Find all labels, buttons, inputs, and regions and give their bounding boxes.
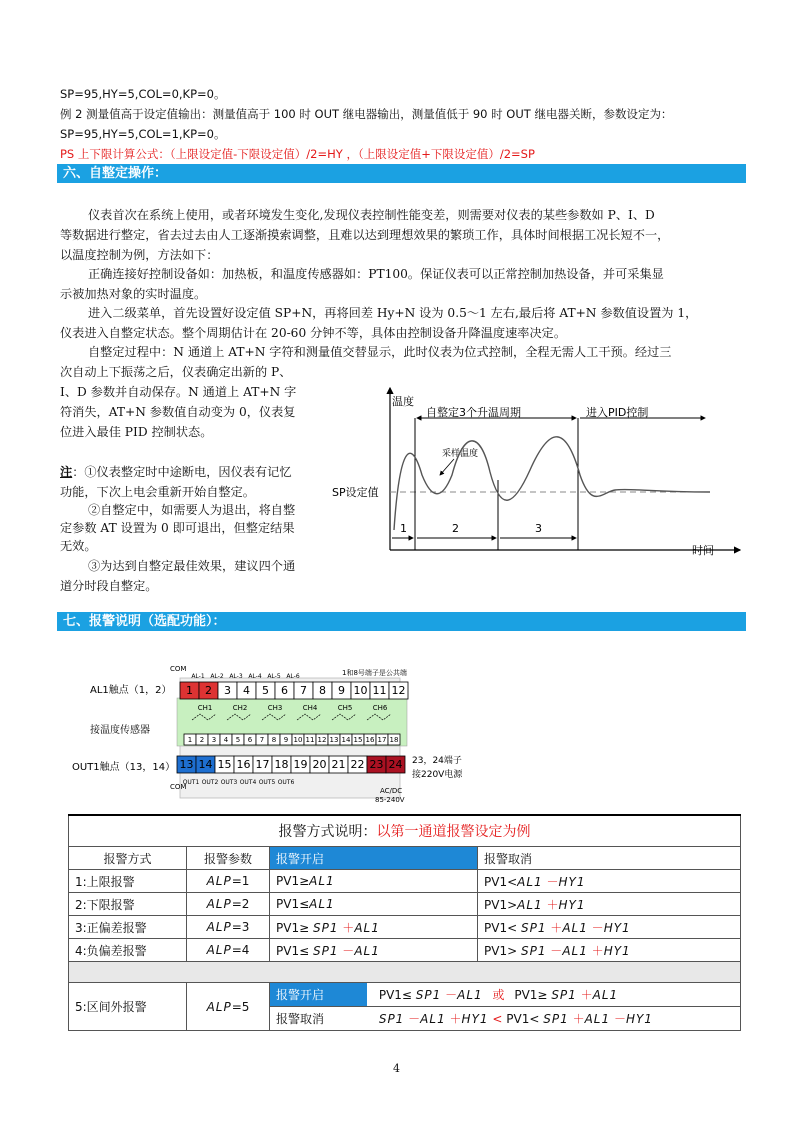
ch-tag: CH2 <box>232 704 248 712</box>
terminal-top: 6 <box>281 684 288 698</box>
terminal-bottom: 19 <box>293 758 308 772</box>
terminal-top: 11 <box>372 684 387 698</box>
out-tag: OUT6 <box>277 779 295 786</box>
intro-line-3: SP=95,HY=5,COL=1,KP=0。 <box>60 127 226 141</box>
terminal-sensor: 8 <box>271 735 277 744</box>
ch-tag: CH6 <box>372 704 388 712</box>
terminal-bottom: 14 <box>198 758 213 772</box>
terminal-top: 3 <box>224 684 231 698</box>
al-tag: AL-2 <box>210 673 224 680</box>
page-number: 4 <box>393 1062 400 1075</box>
terminal-top: 10 <box>353 684 368 698</box>
terminal-bottom: 24 <box>388 758 403 772</box>
out-tag: OUT2 <box>201 779 219 786</box>
table-row <box>69 983 741 1007</box>
s6-p3b: 仪表进入自整定状态。整个周期估计在 20-60 分钟不等，具体由控制设备升降温度速率决定。 <box>60 326 567 340</box>
note-1b: 功能，下次上电会重新开始自整定。 <box>60 485 255 499</box>
out-tag: OUT5 <box>258 779 276 786</box>
phase2-label: 进入PID控制 <box>586 406 649 419</box>
r2-mode: 2:下限报警 <box>69 893 187 916</box>
table-row <box>69 870 741 893</box>
sample-pointer <box>440 459 454 475</box>
s6-p1b: 等数据进行整定，省去过去由人工逐渐摸索调整，且难以达到理想效果的繁琐工作，具体时间根据工况长短不一， <box>60 228 670 242</box>
s6-p4c: I、D 参数并自动保存。N 通道上 AT+N 字 <box>60 385 297 399</box>
intro-line-2: 例 2 测量值高于设定值输出：测量值高于 100 时 OUT 继电器输出，测量值低于 90 时 OUT 继电器关断，参数设定为： <box>60 107 673 121</box>
ch-tag: CH1 <box>197 704 213 712</box>
section-7-title: 七、报警说明（选配功能）： <box>57 612 746 631</box>
note-2b: 定参数 AT 设置为 0 即可退出，但整定结果 <box>60 521 295 535</box>
terminal-sensor: 10 <box>293 735 303 744</box>
r4-on: PV1≤ SP1 －AL1 <box>270 939 478 962</box>
s6-p2b: 示被加热对象的实时温度。 <box>60 287 207 301</box>
ch-tag: CH5 <box>337 704 353 712</box>
wiring-diagram <box>70 658 510 808</box>
al-tag: AL-6 <box>286 673 300 680</box>
note-3a: ③为达到自整定最佳效果，建议四个通 <box>88 559 296 573</box>
volt: 85-240V <box>375 796 405 804</box>
terminal-bottom: 22 <box>350 758 365 772</box>
terminal-sensor: 17 <box>377 735 387 744</box>
col-param: 报警参数 <box>187 847 270 870</box>
autotune-diagram <box>330 380 750 565</box>
r2-param: ALP=2 <box>187 893 270 916</box>
terminal-sensor: 5 <box>235 735 241 744</box>
out-tag: OUT1 <box>182 779 200 786</box>
spacer-cell <box>69 962 741 983</box>
terminal-top: 7 <box>300 684 307 698</box>
s6-p2a: 正确连接好控制设备如：加热板，和温度传感器如：PT100。保证仪表可以正常控制加热设备，并可采集显 <box>88 267 664 281</box>
col-off: 报警取消 <box>478 847 741 870</box>
terminal-top: 4 <box>243 684 250 698</box>
com-top: COM <box>170 665 187 673</box>
sp-label: SP设定值 <box>332 486 379 499</box>
note-1a-text: ：①仪表整定时中途断电，因仪表有记忆 <box>72 465 292 479</box>
terminal-sensor: 13 <box>329 735 339 744</box>
r3-param: ALP=3 <box>187 916 270 939</box>
r1-mode: 1:上限报警 <box>69 870 187 893</box>
r4-param: ALP=4 <box>187 939 270 962</box>
out1-label: OUT1触点（13，14） <box>72 762 176 773</box>
terminal-bottom: 21 <box>331 758 346 772</box>
terminal-top: 1 <box>186 684 193 698</box>
terminal-sensor: 15 <box>353 735 363 744</box>
s6-p4e: 位进入最佳 PID 控制状态。 <box>60 425 213 439</box>
terminal-bottom: 13 <box>179 758 194 772</box>
col-mode: 报警方式 <box>69 847 187 870</box>
terminal-sensor: 4 <box>223 735 229 744</box>
al-tag: AL-1 <box>191 673 205 680</box>
formula-line: PS 上下限计算公式：（上限设定值-下限设定值）/2=HY ，（上限设定值+下限设定值）/2=SP <box>60 147 535 161</box>
r5-on: 报警开启 PV1≤ SP1 －AL1 或 PV1≥ SP1 ＋AL1 <box>270 983 741 1007</box>
note-label: 注 <box>60 465 73 479</box>
alarm-title-a: 报警方式说明： <box>278 824 377 840</box>
note-1a <box>60 462 292 482</box>
r4-mode: 4:负偏差报警 <box>69 939 187 962</box>
r2-on: PV1≤AL1 <box>270 893 478 916</box>
intro-line-1: SP=95,HY=5,COL=0,KP=0。 <box>60 87 226 101</box>
r3-off: PV1< SP1 ＋AL1 －HY1 <box>478 916 741 939</box>
s6-p3a: 进入二级菜单，首先设置好设定值 SP+N，再将回差 Hy+N 设为 0.5～1 左右,最后将 AT+N 参数值设置为 1， <box>88 306 698 320</box>
x-axis-label: 时间 <box>692 544 714 557</box>
terminal-bottom: 17 <box>255 758 270 772</box>
sensor-label: 接温度传感器 <box>90 725 150 736</box>
s6-p1c: 以温度控制为例，方法如下： <box>60 248 219 262</box>
seg1-label: 1 <box>400 522 407 535</box>
seg3-label: 3 <box>535 522 542 535</box>
out-tag: OUT4 <box>239 779 257 786</box>
terminal-sensor: 7 <box>259 735 265 744</box>
y-axis-label: 温度 <box>392 395 414 408</box>
s6-p4b: 次自动上下振荡之后，仪表确定出新的 P、 <box>60 365 292 379</box>
terminal-top: 5 <box>262 684 269 698</box>
r5-off: 报警取消 SP1 －AL1 ＋HY1 < PV1< SP1 ＋AL1 －HY1 <box>270 1007 741 1031</box>
terminal-sensor: 12 <box>317 735 327 744</box>
terminal-sensor: 6 <box>247 735 253 744</box>
al1-label: AL1触点（1，2） <box>90 685 172 696</box>
seg2-label: 2 <box>452 522 459 535</box>
terminal-sensor: 16 <box>365 735 375 744</box>
s6-p4d: 符消失，AT+N 参数值自动变为 0，仪表复 <box>60 405 296 419</box>
terminal-sensor: 9 <box>283 735 289 744</box>
terminal-top: 8 <box>319 684 326 698</box>
phase1-label: 自整定3个升温周期 <box>426 406 521 419</box>
terminal-sensor: 18 <box>389 735 399 744</box>
r5-param: ALP=5 <box>187 983 270 1031</box>
ch-tag: CH4 <box>302 704 318 712</box>
terminal-top: 9 <box>338 684 345 698</box>
r4-off: PV1> SP1 －AL1 ＋HY1 <box>478 939 741 962</box>
ch-tag: CH3 <box>267 704 283 712</box>
r1-off: PV1<AL1 －HY1 <box>478 870 741 893</box>
r3-mode: 3:正偏差报警 <box>69 916 187 939</box>
col-on: 报警开启 <box>270 847 478 870</box>
table-row <box>69 893 741 916</box>
com-bottom: COM <box>170 783 187 791</box>
acdc: AC/DC <box>380 787 403 795</box>
terminal-sensor: 3 <box>211 735 217 744</box>
note-2c: 无效。 <box>60 539 97 553</box>
alarm-title <box>69 815 741 847</box>
terminal-bottom: 18 <box>274 758 289 772</box>
al-tag: AL-5 <box>267 673 281 680</box>
s6-p4a: 自整定过程中：N 通道上 AT+N 字符和测量值交替显示，此时仪表为位式控制，全程无需人工干预。经过三 <box>88 345 672 359</box>
note-2324a: 23，24端子 <box>412 756 462 766</box>
terminal-bottom: 15 <box>217 758 232 772</box>
s6-p1a: 仪表首次在系统上使用，或者环境发生变化,发现仪表控制性能变差，则需要对仪表的某些参数如 P、I、D <box>88 208 655 222</box>
note-1to8: 1和8号端子是公共端 <box>342 669 407 677</box>
r2-off: PV1>AL1 ＋HY1 <box>478 893 741 916</box>
al-tag: AL-4 <box>248 673 262 680</box>
terminal-bottom: 16 <box>236 758 251 772</box>
r5-mode: 5:区间外报警 <box>69 983 187 1031</box>
sample-label: 采样温度 <box>442 449 479 459</box>
terminal-sensor: 14 <box>341 735 351 744</box>
r5-on-label: 报警开启 <box>270 983 367 1006</box>
alarm-title-b: 以第一通道报警设定为例 <box>376 824 531 840</box>
table-row <box>69 939 741 962</box>
note-2324b: 接220V电源 <box>412 770 463 780</box>
note-2a: ②自整定中，如需要人为退出，将自整 <box>88 503 296 517</box>
note-3b: 道分时段自整定。 <box>60 579 158 593</box>
terminal-sensor: 11 <box>305 735 315 744</box>
terminal-top: 2 <box>205 684 212 698</box>
r1-on: PV1≥AL1 <box>270 870 478 893</box>
terminal-bottom: 20 <box>312 758 327 772</box>
terminal-top: 12 <box>391 684 406 698</box>
terminal-sensor: 1 <box>187 735 193 744</box>
section-6-title: 六、自整定操作： <box>57 164 746 183</box>
r3-on: PV1≥ SP1 ＋AL1 <box>270 916 478 939</box>
r1-param: ALP=1 <box>187 870 270 893</box>
table-row <box>69 916 741 939</box>
al-tag: AL-3 <box>229 673 243 680</box>
alarm-table <box>68 814 741 1031</box>
terminal-sensor: 2 <box>199 735 205 744</box>
out-tag: OUT3 <box>220 779 238 786</box>
spacer-row <box>69 962 741 983</box>
terminal-bottom: 23 <box>369 758 384 772</box>
r5-off-label: 报警取消 <box>276 1012 325 1026</box>
